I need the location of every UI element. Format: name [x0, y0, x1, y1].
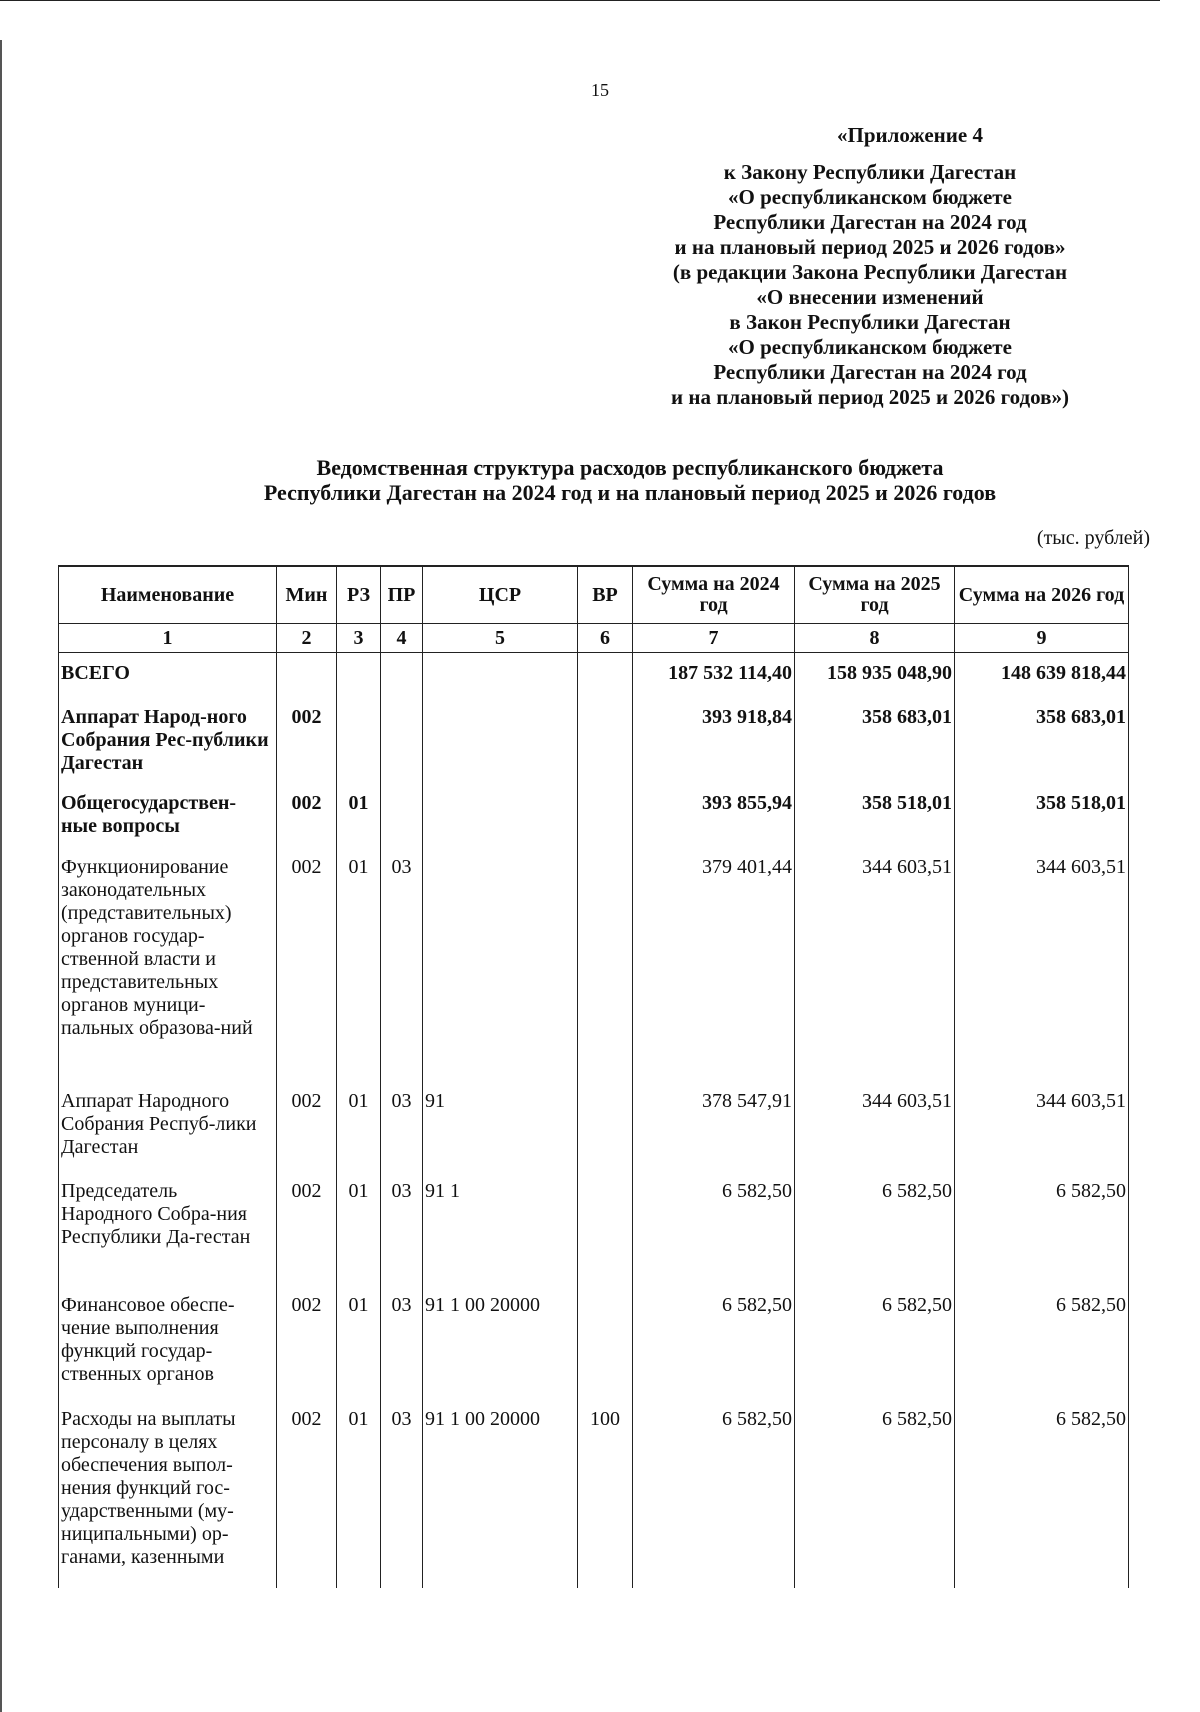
- cell-sum-2026: 358 683,01: [955, 702, 1129, 792]
- cell-sum-2026: 6 582,50: [955, 1180, 1129, 1294]
- cell-sum-2024: 6 582,50: [633, 1408, 795, 1588]
- cell-pr: 03: [381, 1294, 423, 1408]
- table-row: [59, 1294, 1129, 1408]
- cell-name: Аппарат Народ-ного Собрания Рес-публики Дагестан: [59, 702, 277, 792]
- cell-sum-2024: 393 918,84: [633, 702, 795, 792]
- cell-name: Председатель Народного Собра-ния Республики Да-гестан: [59, 1180, 277, 1294]
- scan-border-top: [0, 0, 1160, 1]
- cell-rz: 01: [337, 1180, 381, 1294]
- header-rz: РЗ: [337, 566, 381, 624]
- cell-min: [277, 653, 337, 703]
- cell-name: Аппарат Народного Собрания Респуб-лики Дагестан: [59, 1090, 277, 1180]
- cell-min: 002: [277, 1090, 337, 1180]
- cell-sum-2025: 6 582,50: [795, 1180, 955, 1294]
- cell-sum-2026: 6 582,50: [955, 1294, 1129, 1408]
- cell-rz: [337, 702, 381, 792]
- table-row: [59, 792, 1129, 856]
- cell-csr: 91 1 00 20000: [423, 1408, 578, 1588]
- cell-name: Расходы на выплаты персоналу в целях обеспечения выпол-нения функций гос-ударственными (му-ниципальными) ор-ганами, казенными: [59, 1408, 277, 1588]
- cell-vr: 100: [578, 1408, 633, 1588]
- table-row: [59, 1180, 1129, 1294]
- cell-pr: [381, 792, 423, 856]
- table-row: [59, 1408, 1129, 1588]
- annex-line: и на плановый период 2025 и 2026 годов»: [674, 235, 1066, 259]
- header-sum-2024: Сумма на 2024 год: [633, 566, 795, 624]
- cell-sum-2025: 344 603,51: [795, 856, 955, 1090]
- cell-csr: [423, 856, 578, 1090]
- cell-name: Общегосударствен-ные вопросы: [59, 792, 277, 856]
- cell-sum-2025: 6 582,50: [795, 1294, 955, 1408]
- column-number-row: [59, 624, 1129, 653]
- cell-sum-2026: 148 639 818,44: [955, 653, 1129, 703]
- cell-min: 002: [277, 856, 337, 1090]
- annex-line: и на плановый период 2025 и 2026 годов»): [671, 385, 1069, 409]
- cell-csr: 91 1 00 20000: [423, 1294, 578, 1408]
- column-number: 7: [633, 624, 795, 653]
- table-row: [59, 856, 1129, 1090]
- annex-line: Республики Дагестан на 2024 год: [713, 360, 1027, 384]
- column-number: 2: [277, 624, 337, 653]
- cell-vr: [578, 1180, 633, 1294]
- cell-min: 002: [277, 792, 337, 856]
- header-min: Мин: [277, 566, 337, 624]
- column-number: 6: [578, 624, 633, 653]
- header-sum-2026: Сумма на 2026 год: [955, 566, 1129, 624]
- cell-name: ВСЕГО: [59, 653, 277, 703]
- cell-rz: 01: [337, 792, 381, 856]
- cell-sum-2024: 187 532 114,40: [633, 653, 795, 703]
- budget-table: [58, 565, 1129, 1588]
- cell-sum-2025: 344 603,51: [795, 1090, 955, 1180]
- column-number: 3: [337, 624, 381, 653]
- cell-rz: 01: [337, 1294, 381, 1408]
- header-vr: ВР: [578, 566, 633, 624]
- cell-csr: [423, 702, 578, 792]
- table-row: [59, 1090, 1129, 1180]
- cell-vr: [578, 1294, 633, 1408]
- cell-sum-2026: 344 603,51: [955, 1090, 1129, 1180]
- cell-sum-2024: 6 582,50: [633, 1180, 795, 1294]
- table-header-row: [59, 566, 1129, 624]
- column-number: 4: [381, 624, 423, 653]
- table-row: [59, 702, 1129, 792]
- header-pr: ПР: [381, 566, 423, 624]
- cell-sum-2024: 6 582,50: [633, 1294, 795, 1408]
- cell-csr: [423, 792, 578, 856]
- header-csr: ЦСР: [423, 566, 578, 624]
- header-name: Наименование: [59, 566, 277, 624]
- column-number: 9: [955, 624, 1129, 653]
- page-number: 15: [591, 80, 609, 100]
- table-row-total: [59, 653, 1129, 703]
- cell-name: Функционирование законодательных (представительных) органов государ-ственной власти и представительных органов муници-пальных образова-ний: [59, 856, 277, 1090]
- cell-sum-2026: 6 582,50: [955, 1408, 1129, 1588]
- cell-name: Финансовое обеспе-чение выполнения функций государ-ственных органов: [59, 1294, 277, 1408]
- cell-vr: [578, 702, 633, 792]
- cell-sum-2024: 393 855,94: [633, 792, 795, 856]
- cell-rz: [337, 653, 381, 703]
- column-number: 1: [59, 624, 277, 653]
- annex-line: «О республиканском бюджете: [728, 335, 1012, 359]
- cell-pr: 03: [381, 1090, 423, 1180]
- cell-pr: [381, 702, 423, 792]
- cell-sum-2024: 379 401,44: [633, 856, 795, 1090]
- document-title: [60, 455, 1200, 505]
- cell-min: 002: [277, 1180, 337, 1294]
- annex-line: к Закону Республики Дагестан: [723, 160, 1017, 184]
- cell-sum-2025: 358 518,01: [795, 792, 955, 856]
- cell-pr: 03: [381, 856, 423, 1090]
- cell-sum-2026: 344 603,51: [955, 856, 1129, 1090]
- cell-sum-2025: 358 683,01: [795, 702, 955, 792]
- cell-pr: [381, 653, 423, 703]
- column-number: 8: [795, 624, 955, 653]
- cell-rz: 01: [337, 1090, 381, 1180]
- cell-min: 002: [277, 702, 337, 792]
- cell-vr: [578, 653, 633, 703]
- cell-csr: [423, 653, 578, 703]
- cell-sum-2026: 358 518,01: [955, 792, 1129, 856]
- cell-sum-2024: 378 547,91: [633, 1090, 795, 1180]
- cell-vr: [578, 856, 633, 1090]
- cell-rz: 01: [337, 856, 381, 1090]
- cell-sum-2025: 158 935 048,90: [795, 653, 955, 703]
- annex-line: «О внесении изменений: [756, 285, 984, 309]
- annex-line: Республики Дагестан на 2024 год: [713, 210, 1027, 234]
- annex-title: «Приложение 4: [837, 123, 983, 147]
- annex-line: (в редакции Закона Республики Дагестан: [672, 260, 1068, 284]
- units-label: (тыс. рублей): [1036, 527, 1150, 549]
- cell-sum-2025: 6 582,50: [795, 1408, 955, 1588]
- scan-border-left: [0, 40, 2, 1712]
- header-sum-2025: Сумма на 2025 год: [795, 566, 955, 624]
- cell-csr: 91 1: [423, 1180, 578, 1294]
- cell-vr: [578, 1090, 633, 1180]
- annex-line: «О республиканском бюджете: [728, 185, 1012, 209]
- cell-csr: 91: [423, 1090, 578, 1180]
- cell-pr: 03: [381, 1408, 423, 1588]
- cell-vr: [578, 792, 633, 856]
- cell-min: 002: [277, 1294, 337, 1408]
- cell-min: 002: [277, 1408, 337, 1588]
- document-title-line: Ведомственная структура расходов республиканского бюджета: [316, 455, 944, 480]
- document-title-line: Республики Дагестан на 2024 год и на плановый период 2025 и 2026 годов: [263, 480, 997, 505]
- annex-header: [620, 123, 1120, 410]
- cell-rz: 01: [337, 1408, 381, 1588]
- cell-pr: 03: [381, 1180, 423, 1294]
- column-number: 5: [423, 624, 578, 653]
- annex-line: в Закон Республики Дагестан: [729, 310, 1011, 334]
